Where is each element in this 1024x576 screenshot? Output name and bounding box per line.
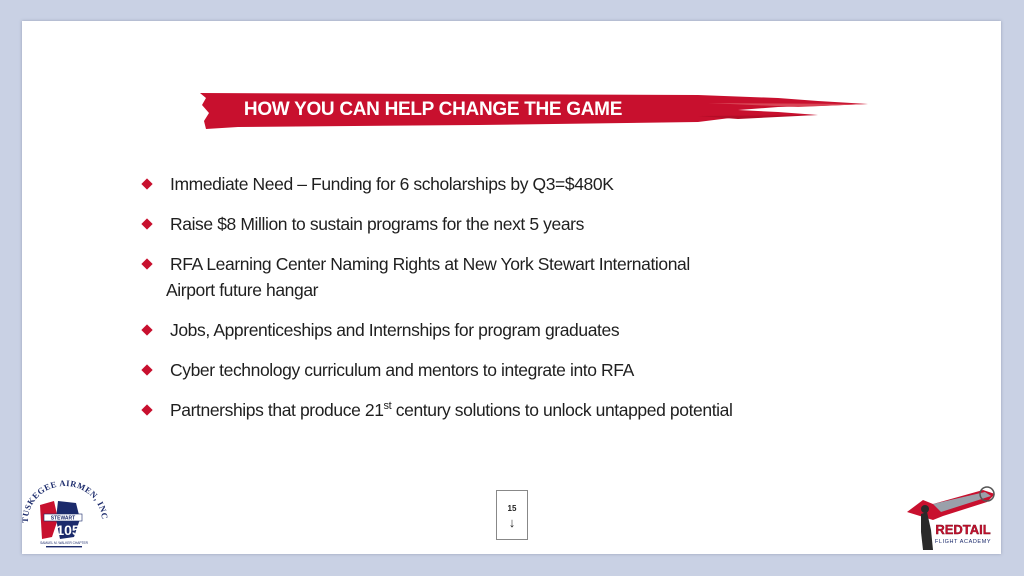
bullet-text: Jobs, Apprenticeships and Internships for program graduates bbox=[170, 320, 620, 340]
diamond-bullet-icon bbox=[141, 178, 152, 189]
bullet-item bbox=[140, 357, 820, 383]
logo-number: 105 bbox=[56, 522, 80, 538]
tuskegee-logo-graphic bbox=[18, 479, 110, 551]
tuskegee-airmen-logo bbox=[18, 479, 110, 551]
bullet-text: Immediate Need – Funding for 6 scholarships by Q3=$480K bbox=[170, 174, 614, 194]
logo-arc-text: TUSKEGEE AIRMEN, INC bbox=[19, 479, 110, 524]
page-number: 15 bbox=[507, 504, 517, 513]
bullet-item bbox=[140, 171, 820, 197]
page-number-box[interactable] bbox=[496, 490, 528, 540]
diamond-bullet-icon bbox=[141, 364, 152, 375]
logo-brand-subtext: FLIGHT ACADEMY bbox=[934, 539, 992, 545]
slide-title: HOW YOU CAN HELP CHANGE THE GAME bbox=[243, 99, 623, 120]
title-banner bbox=[178, 89, 868, 131]
bullet-item bbox=[140, 397, 820, 423]
bullet-text-continued: Airport future hangar bbox=[166, 280, 319, 300]
ordinal-suffix: st bbox=[383, 400, 392, 413]
bullet-item bbox=[140, 251, 820, 303]
bullet-item bbox=[140, 317, 820, 343]
diamond-bullet-icon bbox=[141, 324, 152, 335]
bullet-list bbox=[140, 171, 820, 437]
bullet-text-end: century solutions to unlock untapped potential bbox=[391, 400, 733, 420]
down-arrow-icon: ↓ bbox=[508, 515, 516, 530]
logo-caption: SAMUEL M. WALKER CHAPTER bbox=[40, 541, 88, 545]
redtail-logo-graphic bbox=[903, 482, 999, 552]
logo-brand-text: REDTAIL bbox=[935, 522, 991, 537]
diamond-bullet-icon bbox=[141, 258, 152, 269]
slide bbox=[19, 21, 1001, 554]
bullet-item bbox=[140, 211, 820, 237]
diamond-bullet-icon bbox=[141, 404, 152, 415]
logo-banner-text: STEWART bbox=[50, 515, 76, 522]
bullet-text: Raise $8 Million to sustain programs for the next 5 years bbox=[170, 214, 584, 234]
bullet-text: RFA Learning Center Naming Rights at New York Stewart International bbox=[170, 254, 690, 274]
diamond-bullet-icon bbox=[141, 218, 152, 229]
bullet-text: Partnerships that produce 21 bbox=[170, 400, 384, 420]
bullet-text: Cyber technology curriculum and mentors to integrate into RFA bbox=[170, 360, 634, 380]
redtail-flight-academy-logo bbox=[903, 482, 999, 552]
